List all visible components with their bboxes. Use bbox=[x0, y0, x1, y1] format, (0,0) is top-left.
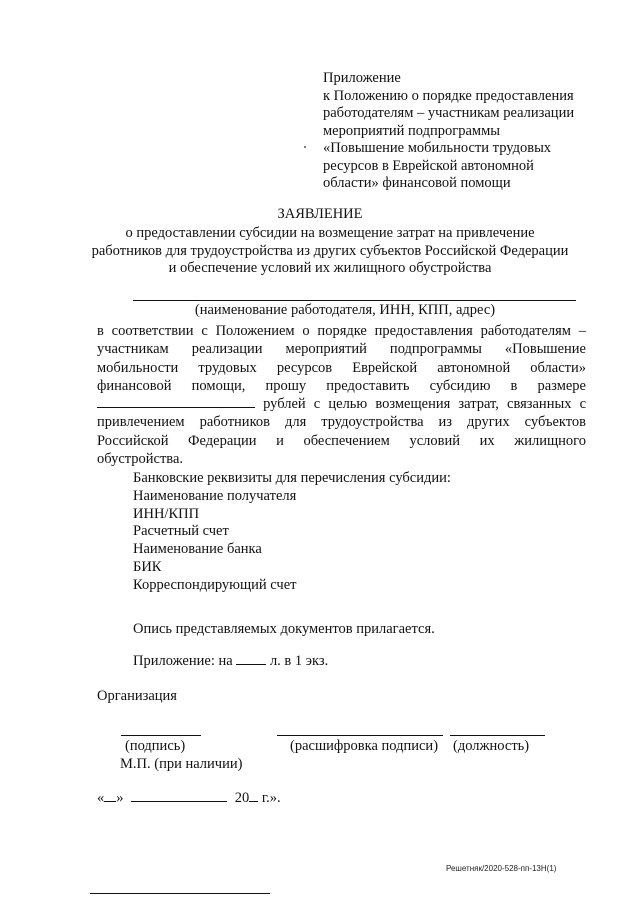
attachment-prefix: Приложение: на bbox=[133, 653, 233, 669]
paragraph-line: Российской Федерации и обеспечением условий их жилищного bbox=[97, 432, 586, 449]
signature-field[interactable] bbox=[121, 735, 201, 736]
appendix-line: Приложение bbox=[323, 70, 401, 86]
date-open-quote: « bbox=[97, 790, 105, 806]
paragraph-line: обустройства. bbox=[97, 451, 184, 468]
bank-field: Корреспондирующий счет bbox=[133, 576, 297, 593]
appendix-line: к Положению о порядке предоставления bbox=[323, 87, 574, 104]
paragraph-line: мобильности трудовых ресурсов Еврейской автономной области» bbox=[97, 359, 586, 376]
paragraph-line: участникам реализации мероприятий подпрограммы «Повышение bbox=[97, 341, 586, 358]
bank-field: ИНН/КПП bbox=[133, 505, 200, 522]
paragraph-line: финансовой помощи, прошу предоставить субсидию в размере bbox=[97, 377, 586, 394]
attachment-pages-field[interactable] bbox=[236, 653, 266, 665]
date-year-field[interactable] bbox=[249, 790, 258, 802]
position-label: (должность) bbox=[453, 738, 530, 754]
bank-field: Наименование получателя bbox=[133, 487, 297, 504]
date-close-quote: » bbox=[116, 790, 124, 806]
appendix-line: ресурсов в Еврейской автономной bbox=[323, 157, 534, 174]
stamp-label: М.П. (при наличии) bbox=[120, 756, 243, 772]
scan-speck bbox=[304, 146, 306, 148]
date-day-field[interactable] bbox=[104, 790, 116, 802]
appendix-line: работодателям – участникам реализации bbox=[323, 105, 575, 121]
paragraph-line: привлечением работников для трудоустройства из других субъектов bbox=[97, 414, 586, 431]
subtitle-line: работников для трудоустройства из других субъектов Российской Федерации bbox=[91, 242, 569, 259]
subsidy-amount-field[interactable] bbox=[97, 395, 255, 408]
subtitle-line: о предоставлении субсидии на возмещение затрат на привлечение bbox=[125, 225, 535, 241]
attachment-suffix: л. в 1 экз. bbox=[269, 653, 329, 669]
inventory-note: Опись представляемых документов прилагается. bbox=[133, 621, 435, 637]
position-field[interactable] bbox=[450, 735, 545, 736]
date-line bbox=[97, 790, 281, 808]
appendix-line: «Повышение мобильности трудовых bbox=[323, 140, 552, 156]
subtitle-line: и обеспечение условий их жилищного обустройства bbox=[168, 260, 492, 276]
bank-field: Наименование банка bbox=[133, 541, 262, 558]
attachment-line bbox=[133, 653, 328, 671]
bank-heading: Банковские реквизиты для перечисления субсидии: bbox=[133, 470, 451, 486]
employer-name-field[interactable] bbox=[133, 300, 576, 301]
footer-rule bbox=[90, 893, 270, 894]
signature-decode-label: (расшифровка подписи) bbox=[290, 738, 439, 754]
document-code: Решетняк/2020-528-пп-13Н(1) bbox=[446, 864, 557, 873]
document-subtitle bbox=[80, 225, 580, 278]
request-paragraph bbox=[97, 322, 586, 468]
signature-decode-field[interactable] bbox=[277, 735, 443, 736]
date-month-field[interactable] bbox=[131, 790, 227, 802]
paragraph-text: рублей с целью возмещения затрат, связанных с bbox=[263, 396, 587, 413]
bank-field: Расчетный счет bbox=[133, 523, 229, 540]
bank-details bbox=[133, 470, 451, 595]
document-title: ЗАЯВЛЕНИЕ bbox=[277, 206, 363, 222]
date-year-suffix: г.». bbox=[258, 790, 281, 806]
appendix-block bbox=[323, 70, 623, 193]
bank-field: БИК bbox=[133, 558, 162, 575]
date-year-prefix: 20 bbox=[234, 790, 250, 806]
signature-label: (подпись) bbox=[125, 738, 186, 754]
organization-label: Организация bbox=[97, 688, 177, 704]
appendix-line: мероприятий подпрограммы bbox=[323, 122, 500, 139]
appendix-line: области» финансовой помощи bbox=[323, 175, 511, 191]
paragraph-line: в соответствии с Положением о порядке предоставления работодателям – bbox=[97, 323, 586, 339]
paragraph-line bbox=[97, 395, 586, 413]
employer-caption: (наименование работодателя, ИНН, КПП, адрес) bbox=[194, 302, 496, 318]
